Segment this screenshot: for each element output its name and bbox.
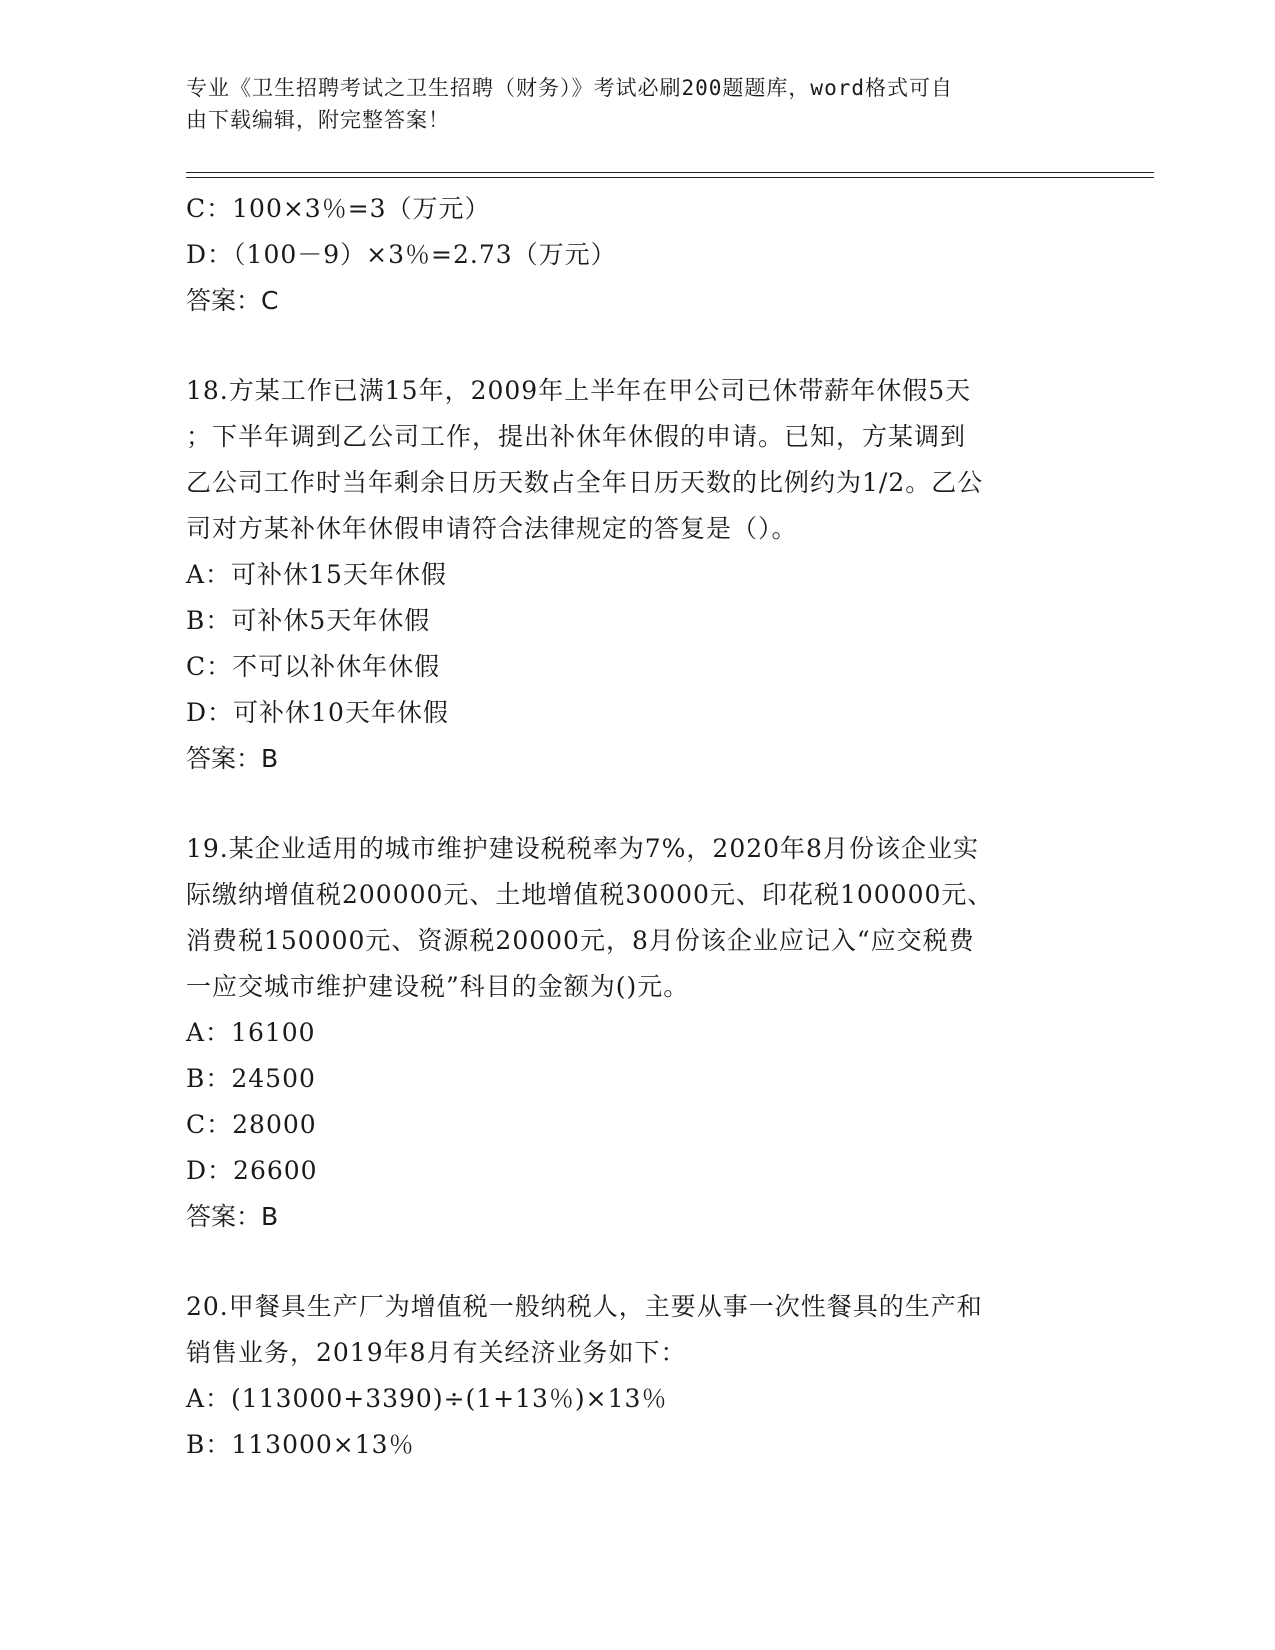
question-19-block bbox=[186, 826, 1086, 1240]
option-d: D：（100－9）×3％=2.73（万元） bbox=[186, 240, 617, 269]
question-line: 消费税150000元、资源税20000元，8月份该企业应记入“应交税费 bbox=[186, 926, 975, 955]
header-divider-top bbox=[186, 172, 1154, 173]
header-divider-bottom bbox=[186, 177, 1154, 178]
question-line: 销售业务，2019年8月有关经济业务如下： bbox=[186, 1338, 687, 1367]
question-content bbox=[186, 186, 1086, 1468]
option-b: B：24500 bbox=[186, 1064, 316, 1093]
header-line-1: 专业《卫生招聘考试之卫生招聘（财务）》考试必刷200题题库，word格式可自 bbox=[186, 76, 953, 100]
option-a: A：可补休15天年休假 bbox=[186, 560, 447, 589]
option-b: B：可补休5天年休假 bbox=[186, 606, 431, 635]
answer-line: 答案：B bbox=[186, 1202, 279, 1231]
question-line: 司对方某补休年休假申请符合法律规定的答复是（）。 bbox=[186, 514, 798, 543]
option-d: D：可补休10天年休假 bbox=[186, 698, 449, 727]
question-line: 乙公司工作时当年剩余日历天数占全年日历天数的比例约为1/2。乙公 bbox=[186, 468, 984, 497]
question-line: 际缴纳增值税200000元、土地增值税30000元、印花税100000元、 bbox=[186, 880, 994, 909]
option-a: A：16100 bbox=[186, 1018, 316, 1047]
option-d: D：26600 bbox=[186, 1156, 318, 1185]
document-header bbox=[186, 72, 1086, 136]
question-line: ；下半年调到乙公司工作，提出补休年休假的申请。已知，方某调到 bbox=[186, 422, 967, 451]
option-c: C：不可以补休年休假 bbox=[186, 652, 441, 681]
option-c: C：28000 bbox=[186, 1110, 317, 1139]
question-18-block bbox=[186, 368, 1086, 782]
question-line: 一应交城市维护建设税”科目的金额为()元。 bbox=[186, 972, 690, 1001]
question-line: 20.甲餐具生产厂为增值税一般纳税人，主要从事一次性餐具的生产和 bbox=[186, 1292, 983, 1321]
header-line-2: 由下载编辑，附完整答案！ bbox=[186, 108, 450, 132]
answer-line: 答案：C bbox=[186, 286, 279, 315]
prev-question-block bbox=[186, 186, 1086, 324]
option-c: C：100×3％=3（万元） bbox=[186, 194, 491, 223]
question-line: 18.方某工作已满15年，2009年上半年在甲公司已休带薪年休假5天 bbox=[186, 376, 972, 405]
question-line: 19.某企业适用的城市维护建设税税率为7%，2020年8月份该企业实 bbox=[186, 834, 979, 863]
option-b: B：113000×13％ bbox=[186, 1430, 415, 1459]
question-20-block bbox=[186, 1284, 1086, 1468]
answer-line: 答案：B bbox=[186, 744, 279, 773]
option-a: A：(113000+3390)÷(1+13％)×13％ bbox=[186, 1384, 668, 1413]
